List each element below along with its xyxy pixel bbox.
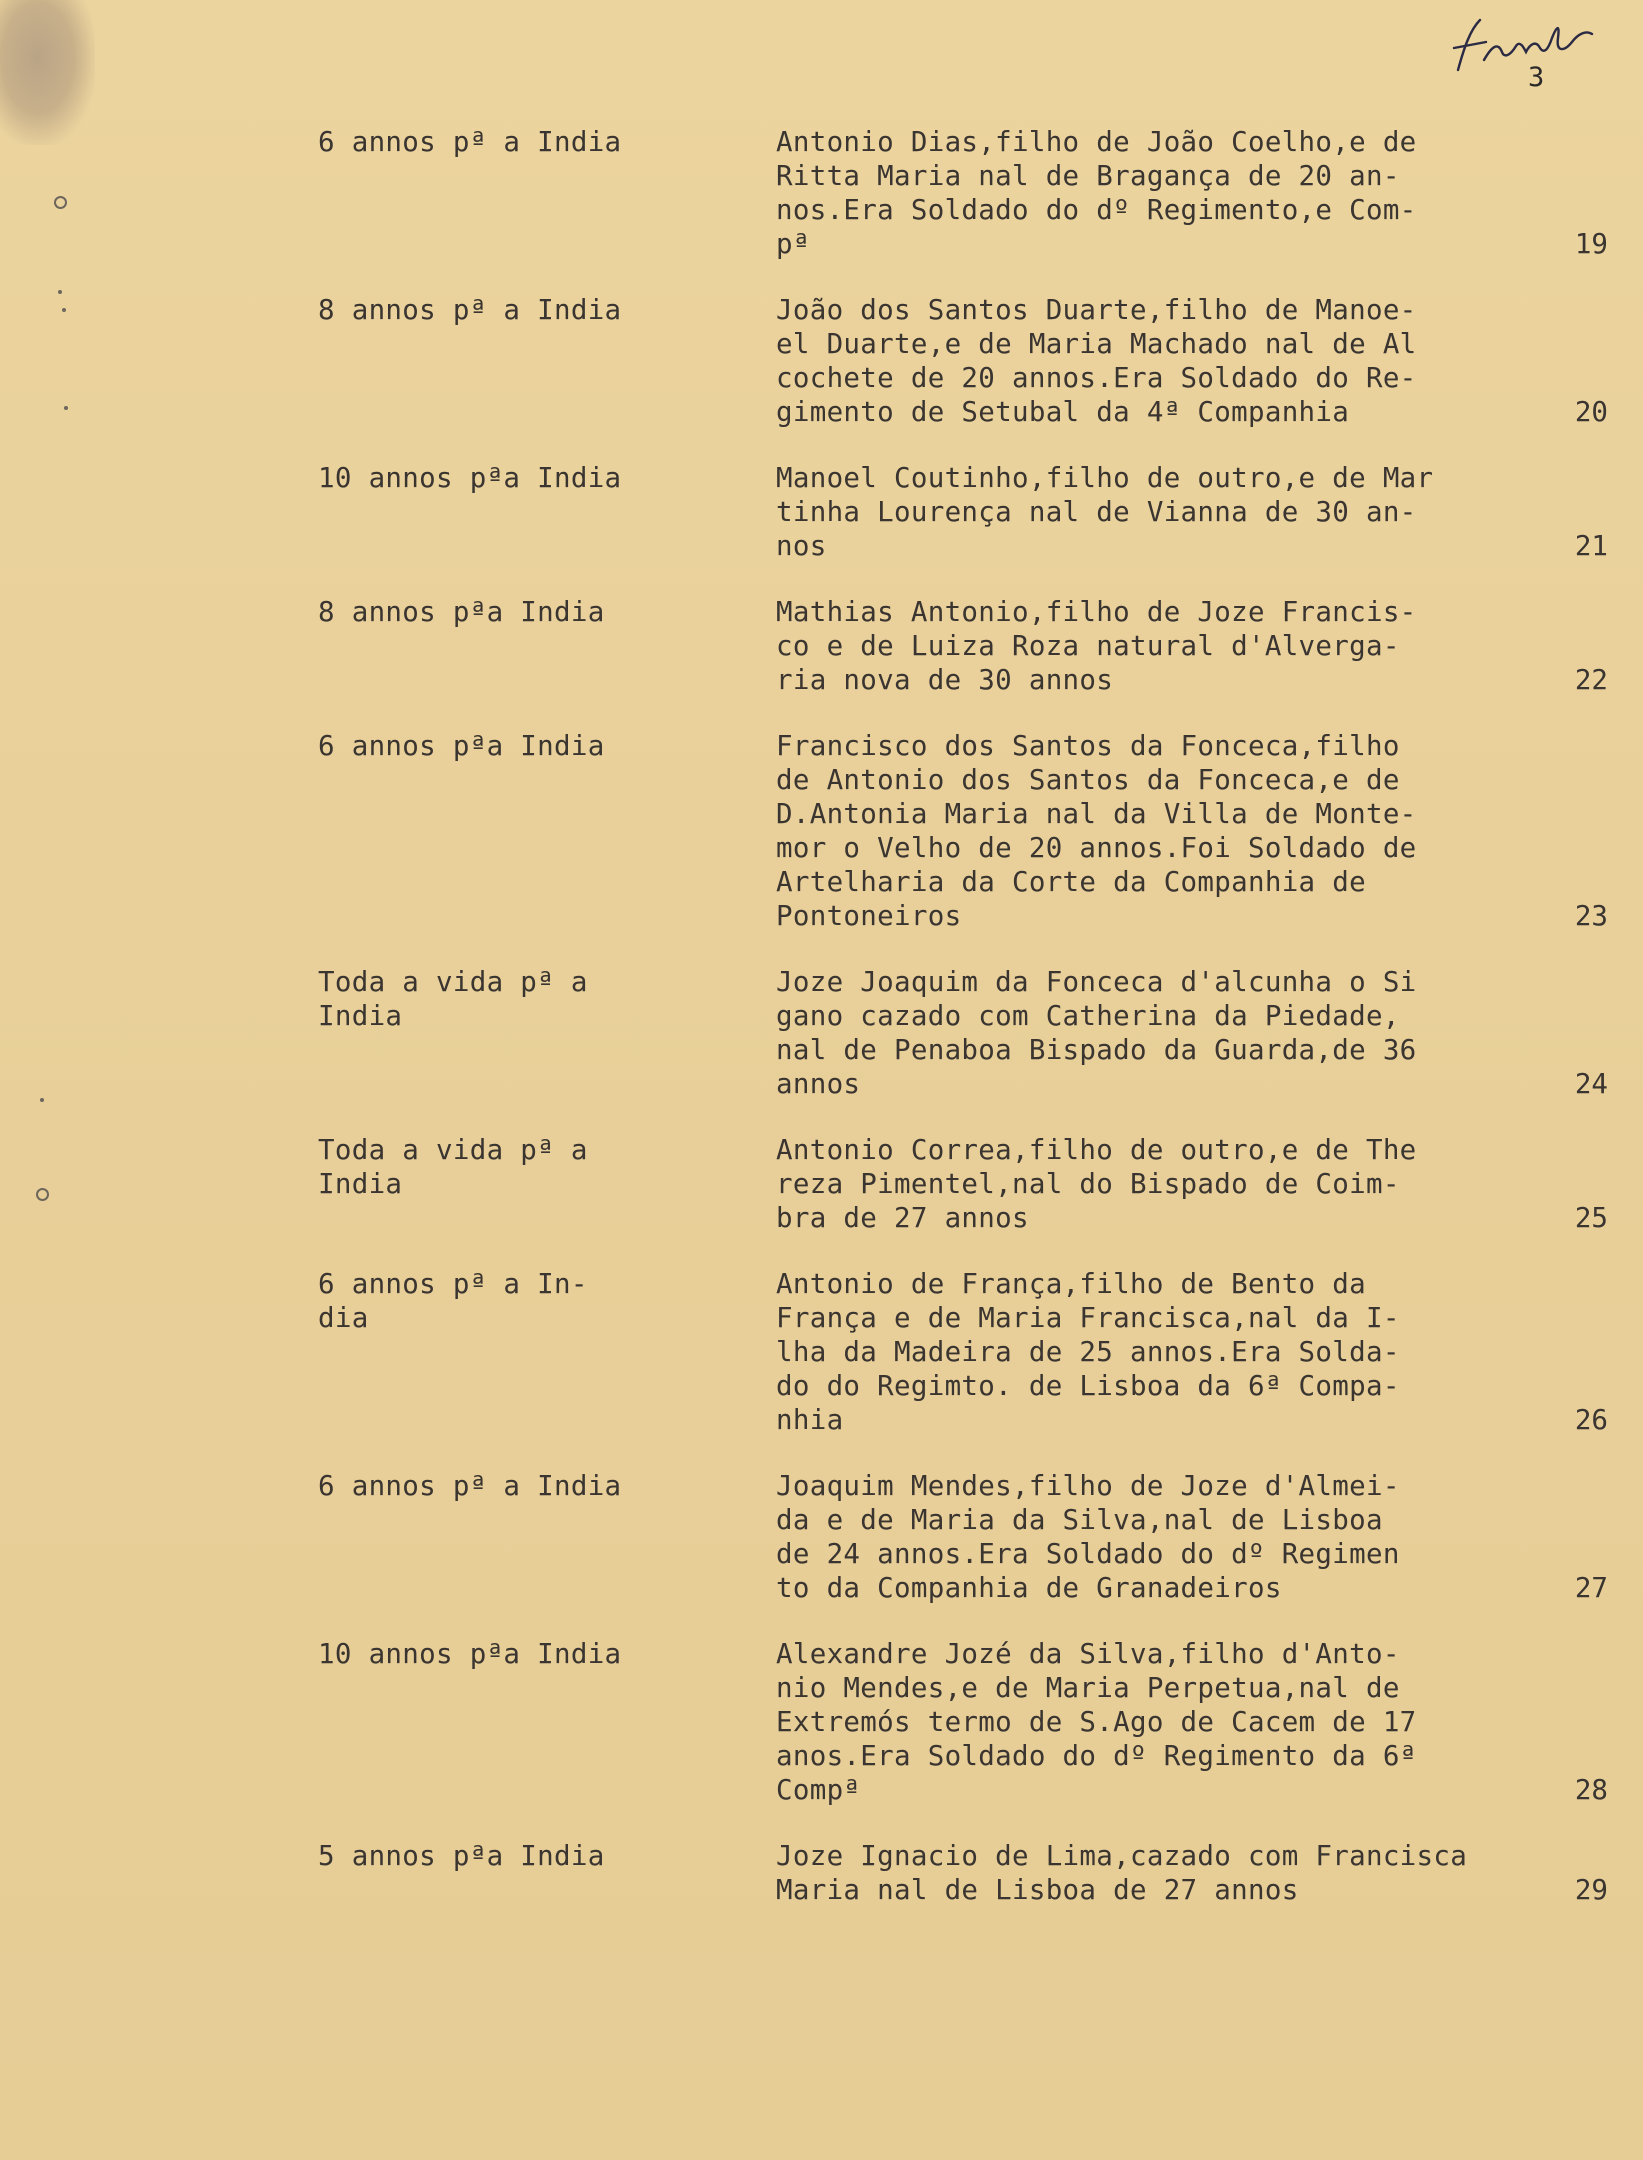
- entry-sentence: Toda a vida pª a India: [318, 1134, 588, 1200]
- paper-speck: [62, 308, 66, 312]
- register-entry: [318, 965, 1608, 1101]
- paper-speck: [40, 1098, 44, 1102]
- entry-number: 21: [1574, 530, 1608, 562]
- entry-description: Alexandre Jozé da Silva,filho d'Anto- nio Mendes,e de Maria Perpetua,nal de Extremós termo de S.Ago de Cacem de 17 anos.Era Soldado do dº Regimento da 6ª Compª: [776, 1638, 1417, 1806]
- entry-number: 23: [1574, 900, 1608, 932]
- page-number: 3: [1528, 62, 1545, 93]
- entry-number: 28: [1574, 1774, 1608, 1806]
- handwritten-signature: [1440, 8, 1610, 88]
- entry-sentence: Toda a vida pª a India: [318, 966, 588, 1032]
- binding-hole-mark: [54, 196, 67, 209]
- paper-speck: [64, 406, 68, 410]
- register-entry: [318, 1637, 1608, 1807]
- entry-number: 27: [1574, 1572, 1608, 1604]
- entry-sentence: 8 annos pª a India: [318, 294, 622, 326]
- register-entry: [318, 729, 1608, 933]
- corner-stain: [0, 0, 95, 145]
- entry-number: 20: [1574, 396, 1608, 428]
- binding-hole-mark: [36, 1188, 49, 1201]
- entry-sentence: 6 annos pª a India: [318, 1470, 622, 1502]
- entry-description: Antonio Correa,filho de outro,e de The reza Pimentel,nal do Bispado de Coim- bra de 27 annos: [776, 1134, 1417, 1234]
- entry-number: 29: [1574, 1874, 1608, 1906]
- entry-description: Manoel Coutinho,filho de outro,e de Mar tinha Lourença nal de Vianna de 30 an- nos: [776, 462, 1434, 562]
- entry-number: 25: [1574, 1202, 1608, 1234]
- entry-description: Francisco dos Santos da Fonceca,filho de Antonio dos Santos da Fonceca,e de D.Antonia Maria nal da Villa de Monte- mor o Velho de 20 annos.Foi Soldado de Artelharia da Corte da Companhia de Pontoneiros: [776, 730, 1417, 932]
- entry-number: 24: [1574, 1068, 1608, 1100]
- register-entry: [318, 595, 1608, 697]
- entry-description: Antonio Dias,filho de João Coelho,e de Ritta Maria nal de Bragança de 20 an- nos.Era Soldado do dº Regimento,e Com- pª: [776, 126, 1417, 260]
- entry-sentence: 8 annos pªa India: [318, 596, 605, 628]
- entry-sentence: 5 annos pªa India: [318, 1840, 605, 1872]
- entry-sentence: 6 annos pªa India: [318, 730, 605, 762]
- entry-number: 19: [1574, 228, 1608, 260]
- entry-description: Mathias Antonio,filho de Joze Francis- co e de Luiza Roza natural d'Alverga- ria nova de 30 annos: [776, 596, 1417, 696]
- paper-speck: [58, 290, 62, 294]
- entry-number: 26: [1574, 1404, 1608, 1436]
- entry-sentence: 6 annos pª a India: [318, 126, 622, 158]
- register-entry: [318, 293, 1608, 429]
- entry-sentence: 10 annos pªa India: [318, 462, 622, 494]
- entry-description: Joze Ignacio de Lima,cazado com Francisca Maria nal de Lisboa de 27 annos: [776, 1840, 1468, 1906]
- register-entry: [318, 461, 1608, 563]
- entry-description: Joze Joaquim da Fonceca d'alcunha o Si gano cazado com Catherina da Piedade, nal de Penaboa Bispado da Guarda,de 36 annos: [776, 966, 1417, 1100]
- entry-sentence: 10 annos pªa India: [318, 1638, 622, 1670]
- register-entry: [318, 125, 1608, 261]
- register-entry: [318, 1469, 1608, 1605]
- register-entry: [318, 1839, 1608, 1907]
- entry-description: Joaquim Mendes,filho de Joze d'Almei- da e de Maria da Silva,nal de Lisboa de 24 annos.Era Soldado do dº Regimen to da Companhia de Granadeiros: [776, 1470, 1400, 1604]
- entry-number: 22: [1574, 664, 1608, 696]
- entry-description: João dos Santos Duarte,filho de Manoe- el Duarte,e de Maria Machado nal de Al cochete de 20 annos.Era Soldado do Re- gimento de Setubal da 4ª Companhia: [776, 294, 1417, 428]
- register-entry: [318, 1133, 1608, 1235]
- register-entry: [318, 1267, 1608, 1437]
- entry-description: Antonio de França,filho de Bento da França e de Maria Francisca,nal da I- lha da Madeira de 25 annos.Era Solda- do do Regimto. de Lisboa da 6ª Compa- nhia: [776, 1268, 1400, 1436]
- register-entries: [318, 125, 1608, 1939]
- entry-sentence: 6 annos pª a In- dia: [318, 1268, 588, 1334]
